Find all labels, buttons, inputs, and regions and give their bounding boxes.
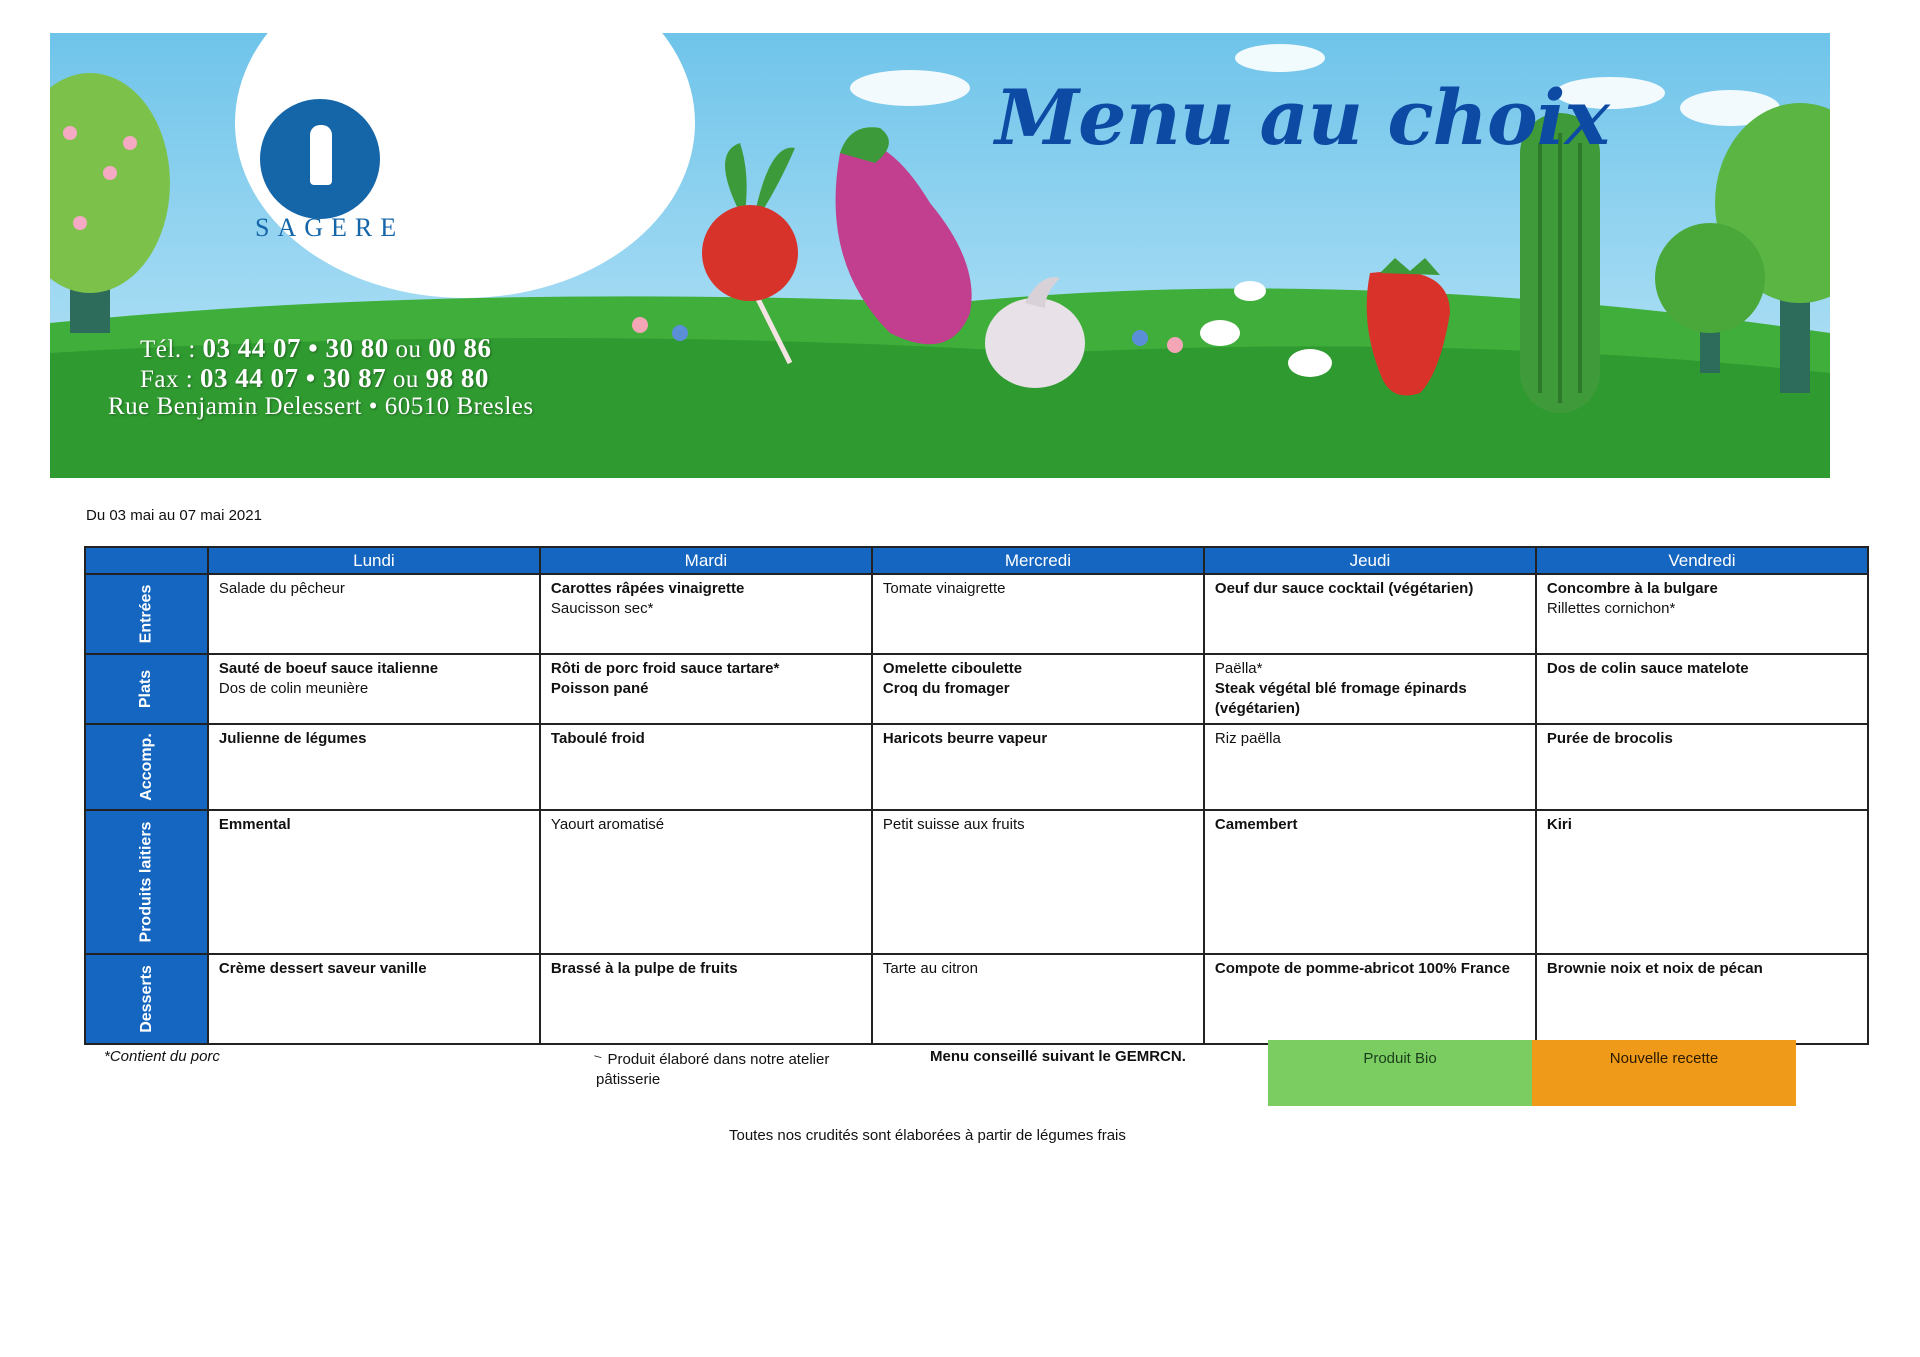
menu-cell: [1536, 954, 1868, 1044]
row-entrees: [85, 574, 1868, 654]
menu-cell: [540, 724, 872, 810]
fax-label: Fax :: [140, 366, 200, 393]
menu-cell: [540, 954, 872, 1044]
menu-cell: [540, 810, 872, 954]
menu-cell: [1204, 724, 1536, 810]
dish-line: Emmental: [218, 816, 291, 833]
dish-line: Oeuf dur sauce cocktail (végétarien): [1214, 580, 1474, 597]
dish-line: Camembert: [1214, 816, 1298, 833]
menu-cell: [1536, 574, 1868, 654]
phone-line: [140, 333, 491, 364]
category-label: Produits laitiers: [137, 821, 155, 943]
dish-line: Steak végétal blé fromage épinards: [1214, 680, 1467, 697]
day-header-mercredi: Mercredi: [872, 547, 1204, 574]
category-accomp: [85, 724, 208, 810]
row-plats: [85, 654, 1868, 724]
banner: [50, 33, 1830, 478]
day-header-vendredi: Vendredi: [1536, 547, 1868, 574]
patisserie-note-line1: [592, 1050, 830, 1070]
dish-line: Sauté de boeuf sauce italienne: [218, 660, 439, 677]
menu-cell: [872, 654, 1204, 724]
dish-line: Croq du fromager: [882, 680, 1010, 697]
patisserie-note-line2: pâtisserie: [596, 1071, 661, 1088]
phone-number-alt: 00 86: [428, 333, 492, 363]
header-corner: [85, 547, 208, 574]
dish-line: Taboulé froid: [550, 730, 645, 747]
menu-cell: [208, 574, 540, 654]
menu-cell: [208, 654, 540, 724]
menu-cell: [1536, 724, 1868, 810]
dish-line: Salade du pêcheur: [218, 580, 345, 597]
day-header-lundi: Lundi: [208, 547, 540, 574]
category-label: Desserts: [137, 965, 155, 1033]
category-desserts: [85, 954, 208, 1044]
menu-cell: [872, 810, 1204, 954]
row-desserts: [85, 954, 1868, 1044]
dish-line: Poisson pané: [550, 680, 649, 697]
legend-bio: Produit Bio: [1268, 1040, 1532, 1106]
dish-line: Paëlla*: [1214, 660, 1263, 677]
menu-cell: [1536, 654, 1868, 724]
patisserie-note: [592, 1050, 830, 1090]
phone-number: 03 44 07 • 30 80: [202, 333, 389, 363]
menu-cell: [208, 954, 540, 1044]
dish-line: Brassé à la pulpe de fruits: [550, 960, 738, 977]
category-produits-laitiers: [85, 810, 208, 954]
dish-line: Kiri: [1546, 816, 1572, 833]
dish-line: (végétarien): [1214, 700, 1300, 717]
dish-line: Petit suisse aux fruits: [882, 816, 1025, 833]
dish-line: Tarte au citron: [882, 960, 978, 977]
menu-table: [84, 546, 1869, 1045]
fax-line: [140, 363, 489, 394]
fax-or: ou: [386, 366, 426, 393]
sagere-logo: [260, 99, 380, 219]
menu-cell: [872, 954, 1204, 1044]
dish-line: Concombre à la bulgare: [1546, 580, 1718, 597]
logo-text: SAGERE: [255, 213, 405, 242]
dish-line: Julienne de légumes: [218, 730, 367, 747]
day-header-mardi: Mardi: [540, 547, 872, 574]
menu-cell: [1204, 810, 1536, 954]
menu-cell: [208, 810, 540, 954]
menu-cell: [1536, 810, 1868, 954]
day-header-row: [85, 547, 1868, 574]
category-label: Entrées: [137, 584, 155, 644]
menu-cell: [540, 654, 872, 724]
pork-note: *Contient du porc: [104, 1048, 220, 1065]
fax-number-alt: 98 80: [425, 363, 489, 393]
day-header-jeudi: Jeudi: [1204, 547, 1536, 574]
dish-line: Rillettes cornichon*: [1546, 600, 1676, 617]
dish-line: Brownie noix et noix de pécan: [1546, 960, 1763, 977]
category-plats: [85, 654, 208, 724]
dish-line: Omelette ciboulette: [882, 660, 1023, 677]
whisk-icon: ⸌: [592, 1050, 608, 1069]
patisserie-note-text: Produit élaboré dans notre atelier: [607, 1051, 830, 1068]
dish-line: Carottes râpées vinaigrette: [550, 580, 745, 597]
date-range: Du 03 mai au 07 mai 2021: [86, 507, 262, 524]
category-label: Accomp.: [137, 733, 155, 801]
category-label: Plats: [137, 669, 155, 709]
dish-line: Haricots beurre vapeur: [882, 730, 1048, 747]
gemrcn-note: Menu conseillé suivant le GEMRCN.: [930, 1048, 1186, 1065]
dish-line: Compote de pomme-abricot 100% France: [1214, 960, 1510, 977]
phone-or: ou: [388, 336, 429, 363]
dish-line: Riz paëlla: [1214, 730, 1281, 747]
row-accomp: [85, 724, 1868, 810]
menu-cell: [872, 724, 1204, 810]
dish-line: Yaourt aromatisé: [550, 816, 665, 833]
dish-line: Dos de colin meunière: [218, 680, 369, 697]
address: Rue Benjamin Delessert • 60510 Bresles: [108, 393, 534, 420]
row-produits-laitiers: [85, 810, 1868, 954]
menu-cell: [540, 574, 872, 654]
chef-icon: [310, 125, 332, 185]
legend-new-recipe: Nouvelle recette: [1532, 1040, 1796, 1106]
dish-line: Tomate vinaigrette: [882, 580, 1006, 597]
menu-cell: [208, 724, 540, 810]
dish-line: Saucisson sec*: [550, 600, 654, 617]
menu-cell: [872, 574, 1204, 654]
dish-line: Purée de brocolis: [1546, 730, 1673, 747]
menu-cell: [1204, 954, 1536, 1044]
menu-cell: [1204, 574, 1536, 654]
dish-line: Crème dessert saveur vanille: [218, 960, 427, 977]
crudites-note: Toutes nos crudités sont élaborées à partir de légumes frais: [729, 1127, 1126, 1144]
menu-cell: [1204, 654, 1536, 724]
phone-label: Tél. :: [140, 336, 203, 363]
dish-line: Rôti de porc froid sauce tartare*: [550, 660, 780, 677]
dish-line: Dos de colin sauce matelote: [1546, 660, 1749, 677]
fax-number: 03 44 07 • 30 87: [199, 363, 387, 393]
category-entrees: [85, 574, 208, 654]
menu-title: Menu au choix: [995, 73, 1609, 162]
